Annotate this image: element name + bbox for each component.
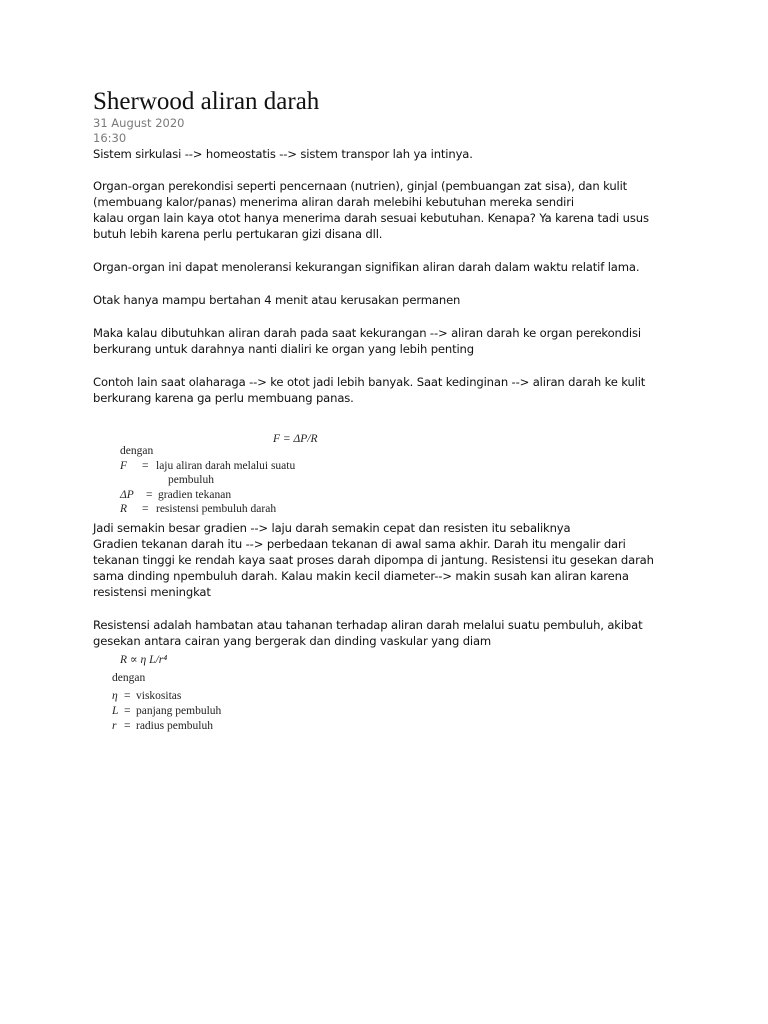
text-line: butuh lebih karena perlu pertukaran gizi disana dll. [93, 227, 383, 241]
text-line: gesekan antara cairan yang bergerak dan dinding vaskular yang diam [93, 634, 492, 648]
formula-symbol: ΔP [120, 489, 134, 501]
text-line: sama dinding npembuluh darah. Kalau makin kecil diameter--> makin susah kan aliran karena [93, 569, 629, 583]
flow-equation: F = ΔP/R [273, 433, 318, 445]
text-line: Resistensi adalah hambatan atau tahanan terhadap aliran darah melalui suatu pembuluh, akibat [93, 618, 643, 632]
text-line: (membuang kalor/panas) menerima aliran darah melebihi kebutuhan mereka sendiri [93, 195, 574, 209]
formula-symbol: L [112, 705, 119, 717]
formula-dengan-label: dengan [120, 445, 154, 457]
page-title: Sherwood aliran darah [93, 88, 320, 115]
text-line: Organ-organ perekondisi seperti pencernaan (nutrien), ginjal (pembuangan zat sisa), dan kulit [93, 179, 628, 193]
formula-definition: pembuluh [168, 474, 214, 486]
formula-image-resistance [110, 653, 260, 737]
text-line: Organ-organ ini dapat menoleransi kekurangan signifikan aliran darah dalam waktu relatif lama. [93, 260, 640, 274]
text-line: berkurang karena ga perlu membuang panas. [93, 391, 354, 405]
text-line: tekanan tinggi ke rendah kaya saat proses darah dipompa di jantung. Resistensi itu gesekan darah [93, 553, 654, 567]
text-line: Maka kalau dibutuhkan aliran darah pada saat kekurangan --> aliran darah ke organ perekondisi [93, 326, 641, 340]
formula-dengan-label: dengan [112, 672, 146, 684]
text-line: berkurang untuk darahnya nanti dialiri ke organ yang lebih penting [93, 342, 474, 356]
note-time: 16:30 [93, 131, 127, 145]
formula-symbol: F [120, 460, 128, 472]
formula-definition: panjang pembuluh [136, 705, 222, 717]
formula-equals: = [124, 720, 131, 732]
formula-symbol: R [120, 503, 128, 515]
formula-equals: = [124, 690, 131, 702]
formula-definition: gradien tekanan [158, 489, 232, 501]
text-line: Contoh lain saat olaharaga --> ke otot jadi lebih banyak. Saat kedinginan --> aliran darah ke kulit [93, 375, 646, 389]
text-line: resistensi meningkat [93, 585, 211, 599]
formula-symbol: η [112, 690, 118, 702]
formula-definition: laju aliran darah melalui suatu [156, 460, 296, 472]
formula-equals: = [146, 489, 153, 501]
note-date: 31 August 2020 [93, 116, 185, 130]
formula-equals: = [142, 503, 149, 515]
text-line: Sistem sirkulasi --> homeostatis --> sistem transpor lah ya intinya. [93, 147, 473, 161]
formula-definition: resistensi pembuluh darah [156, 503, 277, 515]
formula-equals: = [124, 705, 131, 717]
text-line: kalau organ lain kaya otot hanya menerima darah sesuai kebutuhan. Kenapa? Ya karena tadi usus [93, 211, 649, 225]
formula-equals: = [142, 460, 149, 472]
formula-definition: radius pembuluh [136, 720, 213, 732]
resistance-equation: R ∝ η L/r⁴ [120, 654, 168, 666]
formula-symbol: r [112, 720, 117, 732]
text-line: Gradien tekanan darah itu --> perbedaan tekanan di awal sama akhir. Darah itu mengalir dari [93, 537, 626, 551]
formula-image-flow [118, 432, 348, 516]
text-line: Jadi semakin besar gradien --> laju darah semakin cepat dan resisten itu sebaliknya [93, 521, 571, 535]
text-line: Otak hanya mampu bertahan 4 menit atau kerusakan permanen [93, 293, 461, 307]
formula-definition: viskositas [136, 690, 182, 702]
